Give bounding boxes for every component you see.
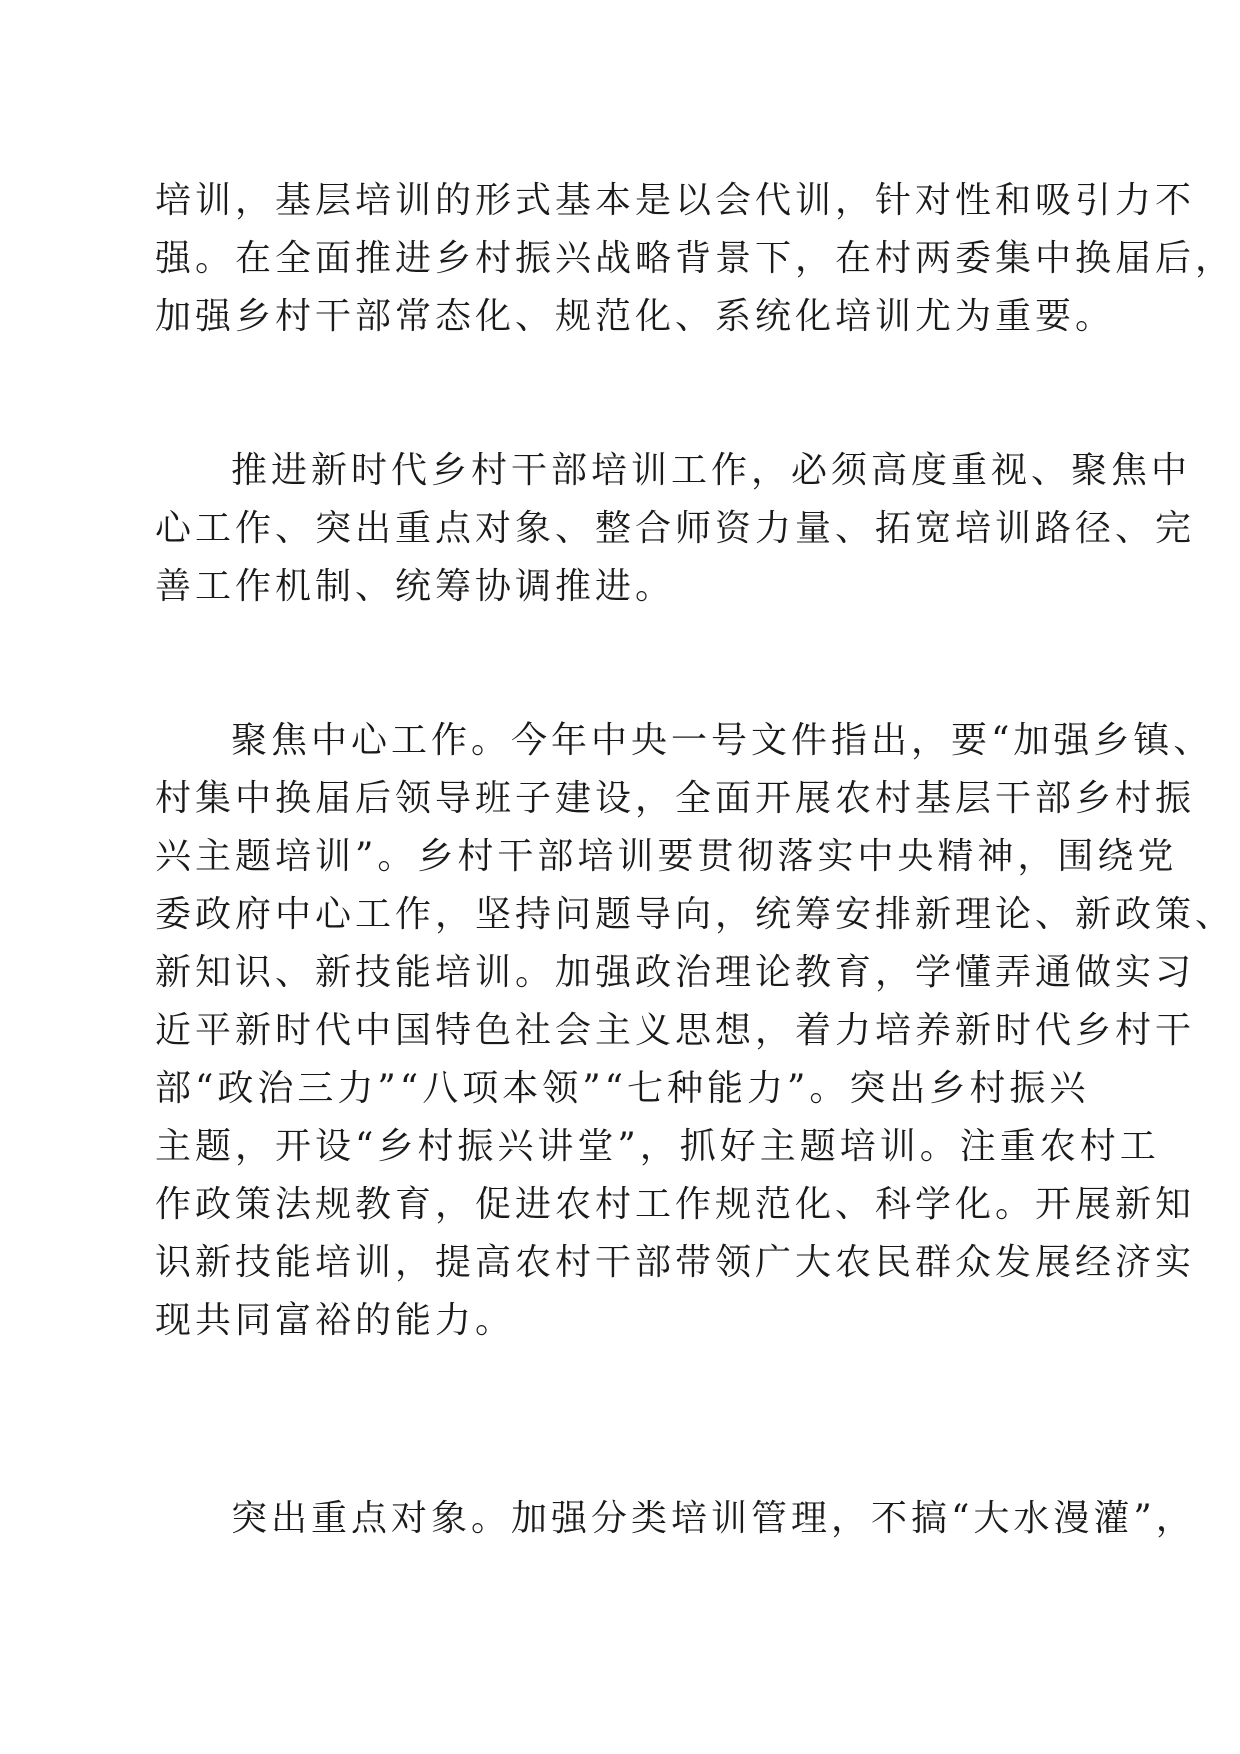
text-line: 加强乡村干部常态化、规范化、系统化培训尤为重要。 (155, 296, 1116, 337)
text-line: 强。在全面推进乡村振兴战略背景下，在村两委集中换届后， (155, 238, 1236, 279)
text-line: 委政府中心工作，坚持问题导向，统筹安排新理论、新政策、 (155, 894, 1236, 935)
text-line: 培训，基层培训的形式基本是以会代训，针对性和吸引力不 (155, 180, 1196, 221)
text-line: 部“政治三力”“八项本领”“七种能力”。突出乡村振兴 (155, 1068, 1090, 1109)
text-line: 近平新时代中国特色社会主义思想，着力培养新时代乡村干 (155, 1010, 1196, 1051)
paragraph-2 (155, 442, 1196, 616)
text-line: 兴主题培训”。乡村干部培训要贯彻落实中央精神，围绕党 (155, 836, 1178, 877)
text-line: 主题，开设“乡村振兴讲堂”，抓好主题培训。注重农村工 (155, 1126, 1160, 1167)
text-line: 现共同富裕的能力。 (155, 1300, 516, 1341)
text-line: 聚焦中心工作。今年中央一号文件指出，要“加强乡镇、 (231, 720, 1214, 761)
paragraph-4 (155, 1490, 1196, 1548)
text-line: 识新技能培训，提高农村干部带领广大农民群众发展经济实 (155, 1242, 1196, 1283)
text-line: 推进新时代乡村干部培训工作，必须高度重视、聚焦中 (231, 450, 1192, 491)
text-line: 善工作机制、统筹协调推进。 (155, 566, 676, 607)
text-line: 作政策法规教育，促进农村工作规范化、科学化。开展新知 (155, 1184, 1196, 1225)
text-line: 心工作、突出重点对象、整合师资力量、拓宽培训路径、完 (155, 508, 1196, 549)
text-line: 村集中换届后领导班子建设，全面开展农村基层干部乡村振 (155, 778, 1196, 819)
paragraph-1 (155, 172, 1236, 346)
text-line: 新知识、新技能培训。加强政治理论教育，学懂弄通做实习 (155, 952, 1196, 993)
text-line: 突出重点对象。加强分类培训管理，不搞“大水漫灌”， (231, 1498, 1196, 1539)
paragraph-3 (155, 712, 1236, 1350)
